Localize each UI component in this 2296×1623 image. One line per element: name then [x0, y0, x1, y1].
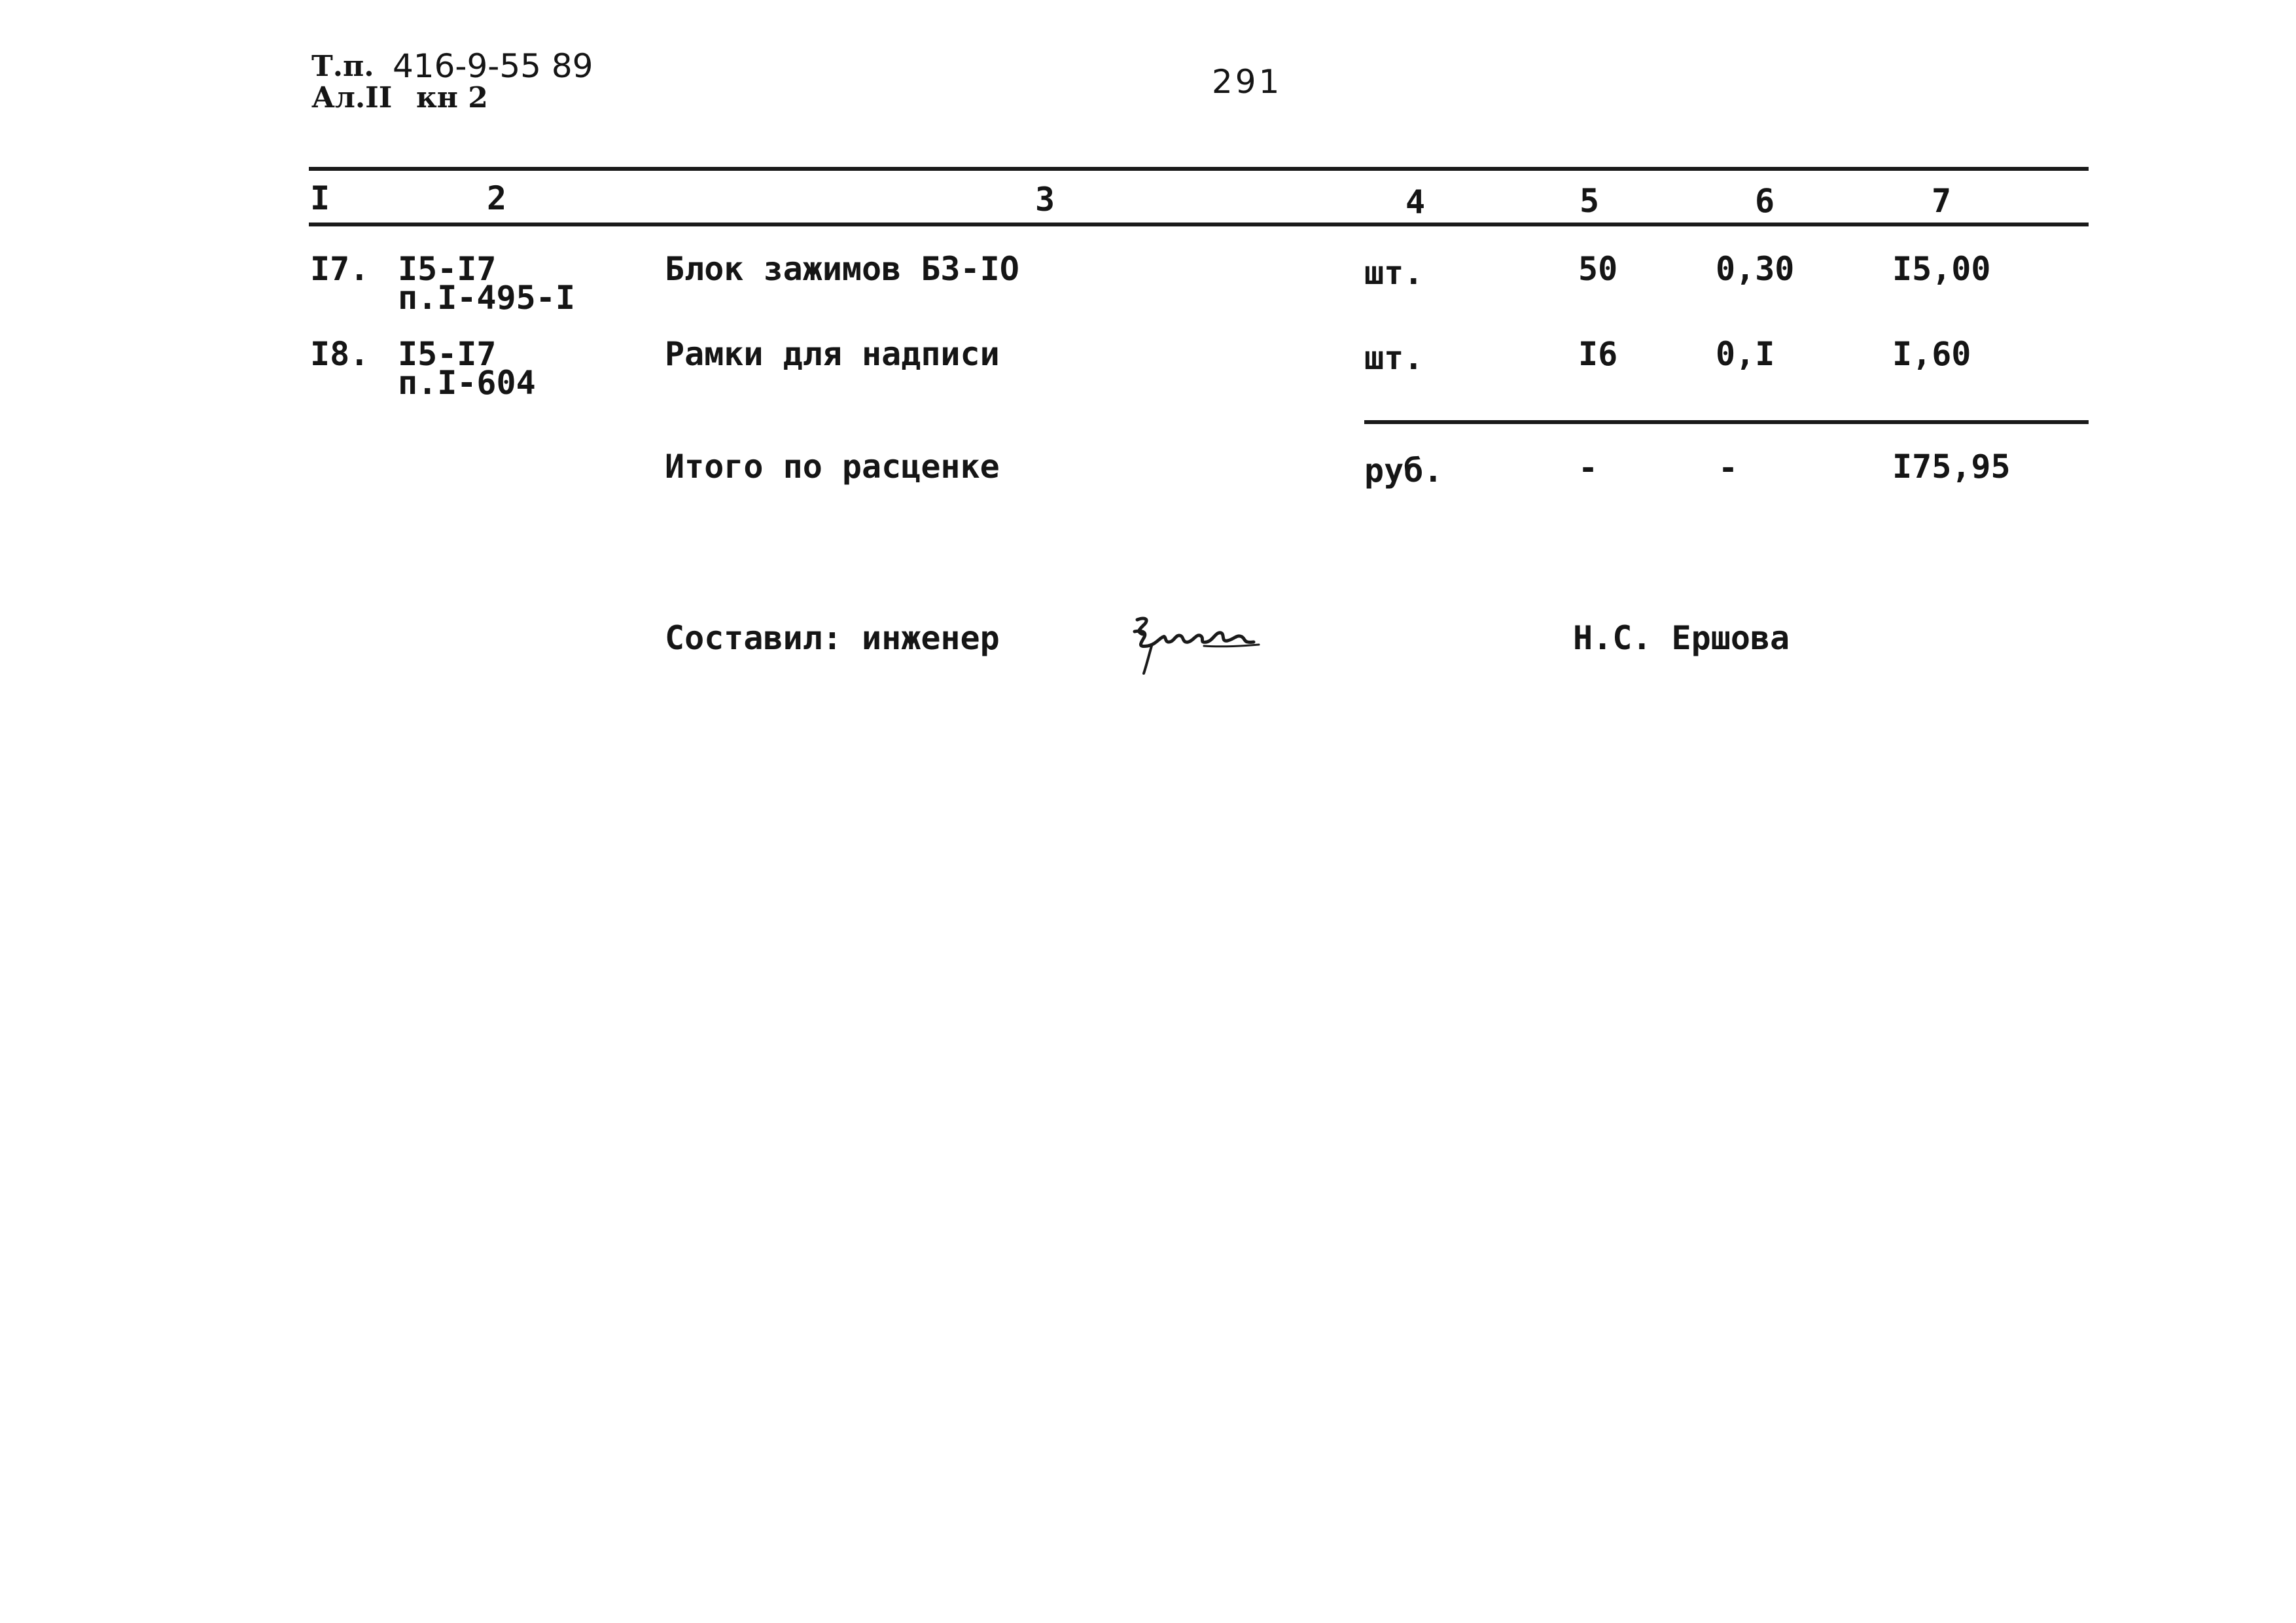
column-number: 7 [1932, 182, 1952, 220]
ref-code-handwritten: 416-9-55 89 [393, 47, 593, 85]
row-code-line2: п.I-495-I [398, 279, 575, 317]
row-code-line1: I5-I7 [398, 335, 497, 373]
column-number: 5 [1580, 182, 1600, 220]
row-code-line2: п.I-604 [398, 364, 536, 402]
row-code-line1: I5-I7 [398, 250, 497, 288]
column-number: 4 [1405, 183, 1426, 221]
row-name: Блок зажимов БЗ-IO [665, 250, 1019, 288]
total-unit: руб. [1364, 452, 1443, 490]
table-header-rule [309, 223, 2089, 226]
row-unit: шт. [1364, 254, 1424, 292]
row-unit: шт. [1364, 339, 1424, 377]
column-number: I [310, 179, 330, 217]
ref-prefix-2: Ал.II [311, 81, 393, 115]
column-number: 6 [1755, 182, 1775, 220]
page-number: 291 [1212, 63, 1282, 101]
row-name: Рамки для надписи [665, 335, 1000, 373]
row-total: I,60 [1892, 335, 1971, 373]
column-number: 3 [1035, 181, 1055, 219]
ref-prefix-1: Т.п. [311, 50, 374, 83]
compiler-name: Н.С. Ершова [1573, 619, 1790, 657]
row-number: I7. [310, 250, 370, 288]
row-price: 0,30 [1716, 250, 1795, 288]
ref-book: кн 2 [416, 81, 488, 115]
table-top-rule [309, 167, 2089, 171]
total-rule [1364, 420, 2089, 424]
row-number: I8. [310, 335, 370, 373]
total-label: Итого по расценке [665, 448, 1000, 486]
column-number: 2 [487, 179, 507, 217]
row-price: 0,I [1716, 335, 1775, 373]
total-qty: - [1578, 449, 1598, 487]
compiled-by-label: Составил: инженер [665, 619, 1000, 657]
total-price: - [1718, 449, 1739, 487]
row-qty: 50 [1578, 250, 1618, 288]
total-sum: I75,95 [1892, 448, 2011, 486]
handwritten-signature [1125, 605, 1263, 677]
row-qty: I6 [1578, 335, 1618, 373]
row-total: I5,00 [1892, 250, 1991, 288]
